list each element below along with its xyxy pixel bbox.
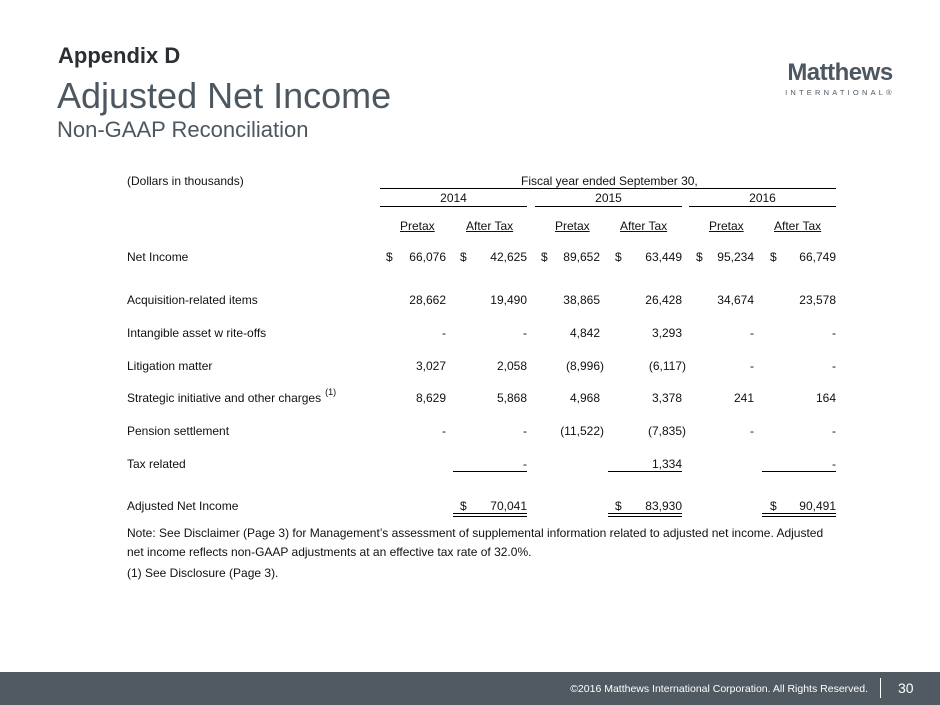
period-header: Fiscal year ended September 30, — [521, 174, 698, 188]
currency-symbol: $ — [770, 499, 777, 513]
cell-value: (8,996) — [565, 359, 604, 373]
cell-value: 42,625 — [490, 250, 527, 264]
company-logo — [780, 60, 900, 99]
subtotal-rule-2014 — [453, 471, 527, 472]
col-2015-aftertax: After Tax — [620, 219, 668, 233]
col-2014-aftertax: After Tax — [466, 219, 514, 233]
year-2016: 2016 — [749, 191, 776, 205]
page-subtitle: Non-GAAP Reconciliation — [57, 117, 309, 142]
note-line-2: net income reflects non-GAAP adjustments at an effective tax rate of 32.0%. — [127, 545, 532, 559]
cell-value: - — [442, 424, 446, 438]
cell-value: - — [750, 359, 754, 373]
currency-symbol: $ — [615, 250, 622, 264]
row-label-net-income: Net Income — [127, 250, 189, 264]
appendix-label: Appendix D — [58, 43, 181, 68]
row-label-litigation: Litigation matter — [127, 359, 213, 373]
logo-name: Matthews — [787, 59, 893, 86]
cell-value: 19,490 — [490, 293, 527, 307]
col-2016-pretax: Pretax — [709, 219, 744, 233]
col-2014-pretax: Pretax — [400, 219, 435, 233]
year-2015: 2015 — [595, 191, 622, 205]
cell-value: 4,968 — [569, 391, 600, 405]
cell-value: - — [750, 326, 754, 340]
cell-value: - — [832, 424, 836, 438]
currency-symbol: $ — [541, 250, 548, 264]
cell-value: 63,449 — [645, 250, 682, 264]
year-2014: 2014 — [440, 191, 467, 205]
total-double-rule-2014 — [453, 513, 527, 517]
currency-symbol: $ — [460, 499, 467, 513]
page-title: Adjusted Net Income — [57, 75, 392, 116]
row-label-text: Strategic initiative and other charges — [127, 391, 322, 405]
cell-value: 66,749 — [799, 250, 836, 264]
cell-value: 3,378 — [651, 391, 682, 405]
cell-value: - — [832, 359, 836, 373]
currency-symbol: $ — [386, 250, 393, 264]
cell-value: 34,674 — [717, 293, 754, 307]
cell-value: 164 — [815, 391, 836, 405]
cell-value: 26,428 — [645, 293, 682, 307]
year-rule-2014 — [380, 206, 527, 207]
footnote-1: (1) See Disclosure (Page 3). — [127, 566, 279, 580]
cell-value: 23,578 — [799, 293, 836, 307]
cell-value: - — [523, 424, 527, 438]
col-2016-aftertax: After Tax — [774, 219, 822, 233]
cell-value: 241 — [733, 391, 754, 405]
cell-value: 83,930 — [645, 499, 682, 513]
cell-value: - — [832, 457, 836, 471]
cell-value: 1,334 — [651, 457, 682, 471]
logo-subtext: INTERNATIONAL® — [785, 88, 895, 97]
cell-value: - — [442, 326, 446, 340]
cell-value: - — [523, 457, 527, 471]
cell-value: 95,234 — [717, 250, 754, 264]
period-rule — [380, 188, 836, 189]
units-note: (Dollars in thousands) — [127, 174, 244, 188]
year-rule-2016 — [689, 206, 836, 207]
currency-symbol: $ — [615, 499, 622, 513]
row-label-pension: Pension settlement — [127, 424, 230, 438]
cell-value: 70,041 — [490, 499, 527, 513]
currency-symbol: $ — [460, 250, 467, 264]
cell-value: 8,629 — [415, 391, 446, 405]
col-2015-pretax: Pretax — [555, 219, 590, 233]
cell-value: 90,491 — [799, 499, 836, 513]
cell-value: 5,868 — [496, 391, 527, 405]
row-label-acquisition: Acquisition-related items — [127, 293, 258, 307]
cell-value: (6,117) — [648, 359, 686, 373]
cell-value: 3,293 — [651, 326, 682, 340]
cell-value: 28,662 — [409, 293, 446, 307]
row-label-tax: Tax related — [127, 457, 186, 471]
row-label-strategic — [127, 387, 337, 405]
cell-value: 38,865 — [563, 293, 600, 307]
year-rule-2015 — [535, 206, 682, 207]
footnote-marker: (1) — [325, 387, 337, 397]
note-line-1: Note: See Disclaimer (Page 3) for Management’s assessment of supplemental information related to adjusted net income. Adjusted — [127, 526, 824, 540]
cell-value: - — [832, 326, 836, 340]
cell-value: 2,058 — [496, 359, 527, 373]
currency-symbol: $ — [696, 250, 703, 264]
cell-value: 89,652 — [563, 250, 600, 264]
cell-value: 4,842 — [569, 326, 600, 340]
page-number: 30 — [898, 680, 914, 696]
cell-value: 3,027 — [415, 359, 446, 373]
cell-value: - — [750, 424, 754, 438]
subtotal-rule-2016 — [762, 471, 836, 472]
subtotal-rule-2015 — [608, 471, 682, 472]
cell-value: (11,522) — [560, 424, 604, 438]
row-label-adjusted-net-income: Adjusted Net Income — [127, 499, 239, 513]
copyright-text: ©2016 Matthews International Corporation. All Rights Reserved. — [570, 683, 868, 695]
row-label-intangible: Intangible asset w rite-offs — [127, 326, 267, 340]
total-double-rule-2016 — [762, 513, 836, 517]
footer-bar — [0, 672, 940, 705]
cell-value: 66,076 — [409, 250, 446, 264]
cell-value: (7,835) — [647, 424, 686, 438]
footer-divider — [880, 678, 881, 698]
cell-value: - — [523, 326, 527, 340]
currency-symbol: $ — [770, 250, 777, 264]
total-double-rule-2015 — [608, 513, 682, 517]
